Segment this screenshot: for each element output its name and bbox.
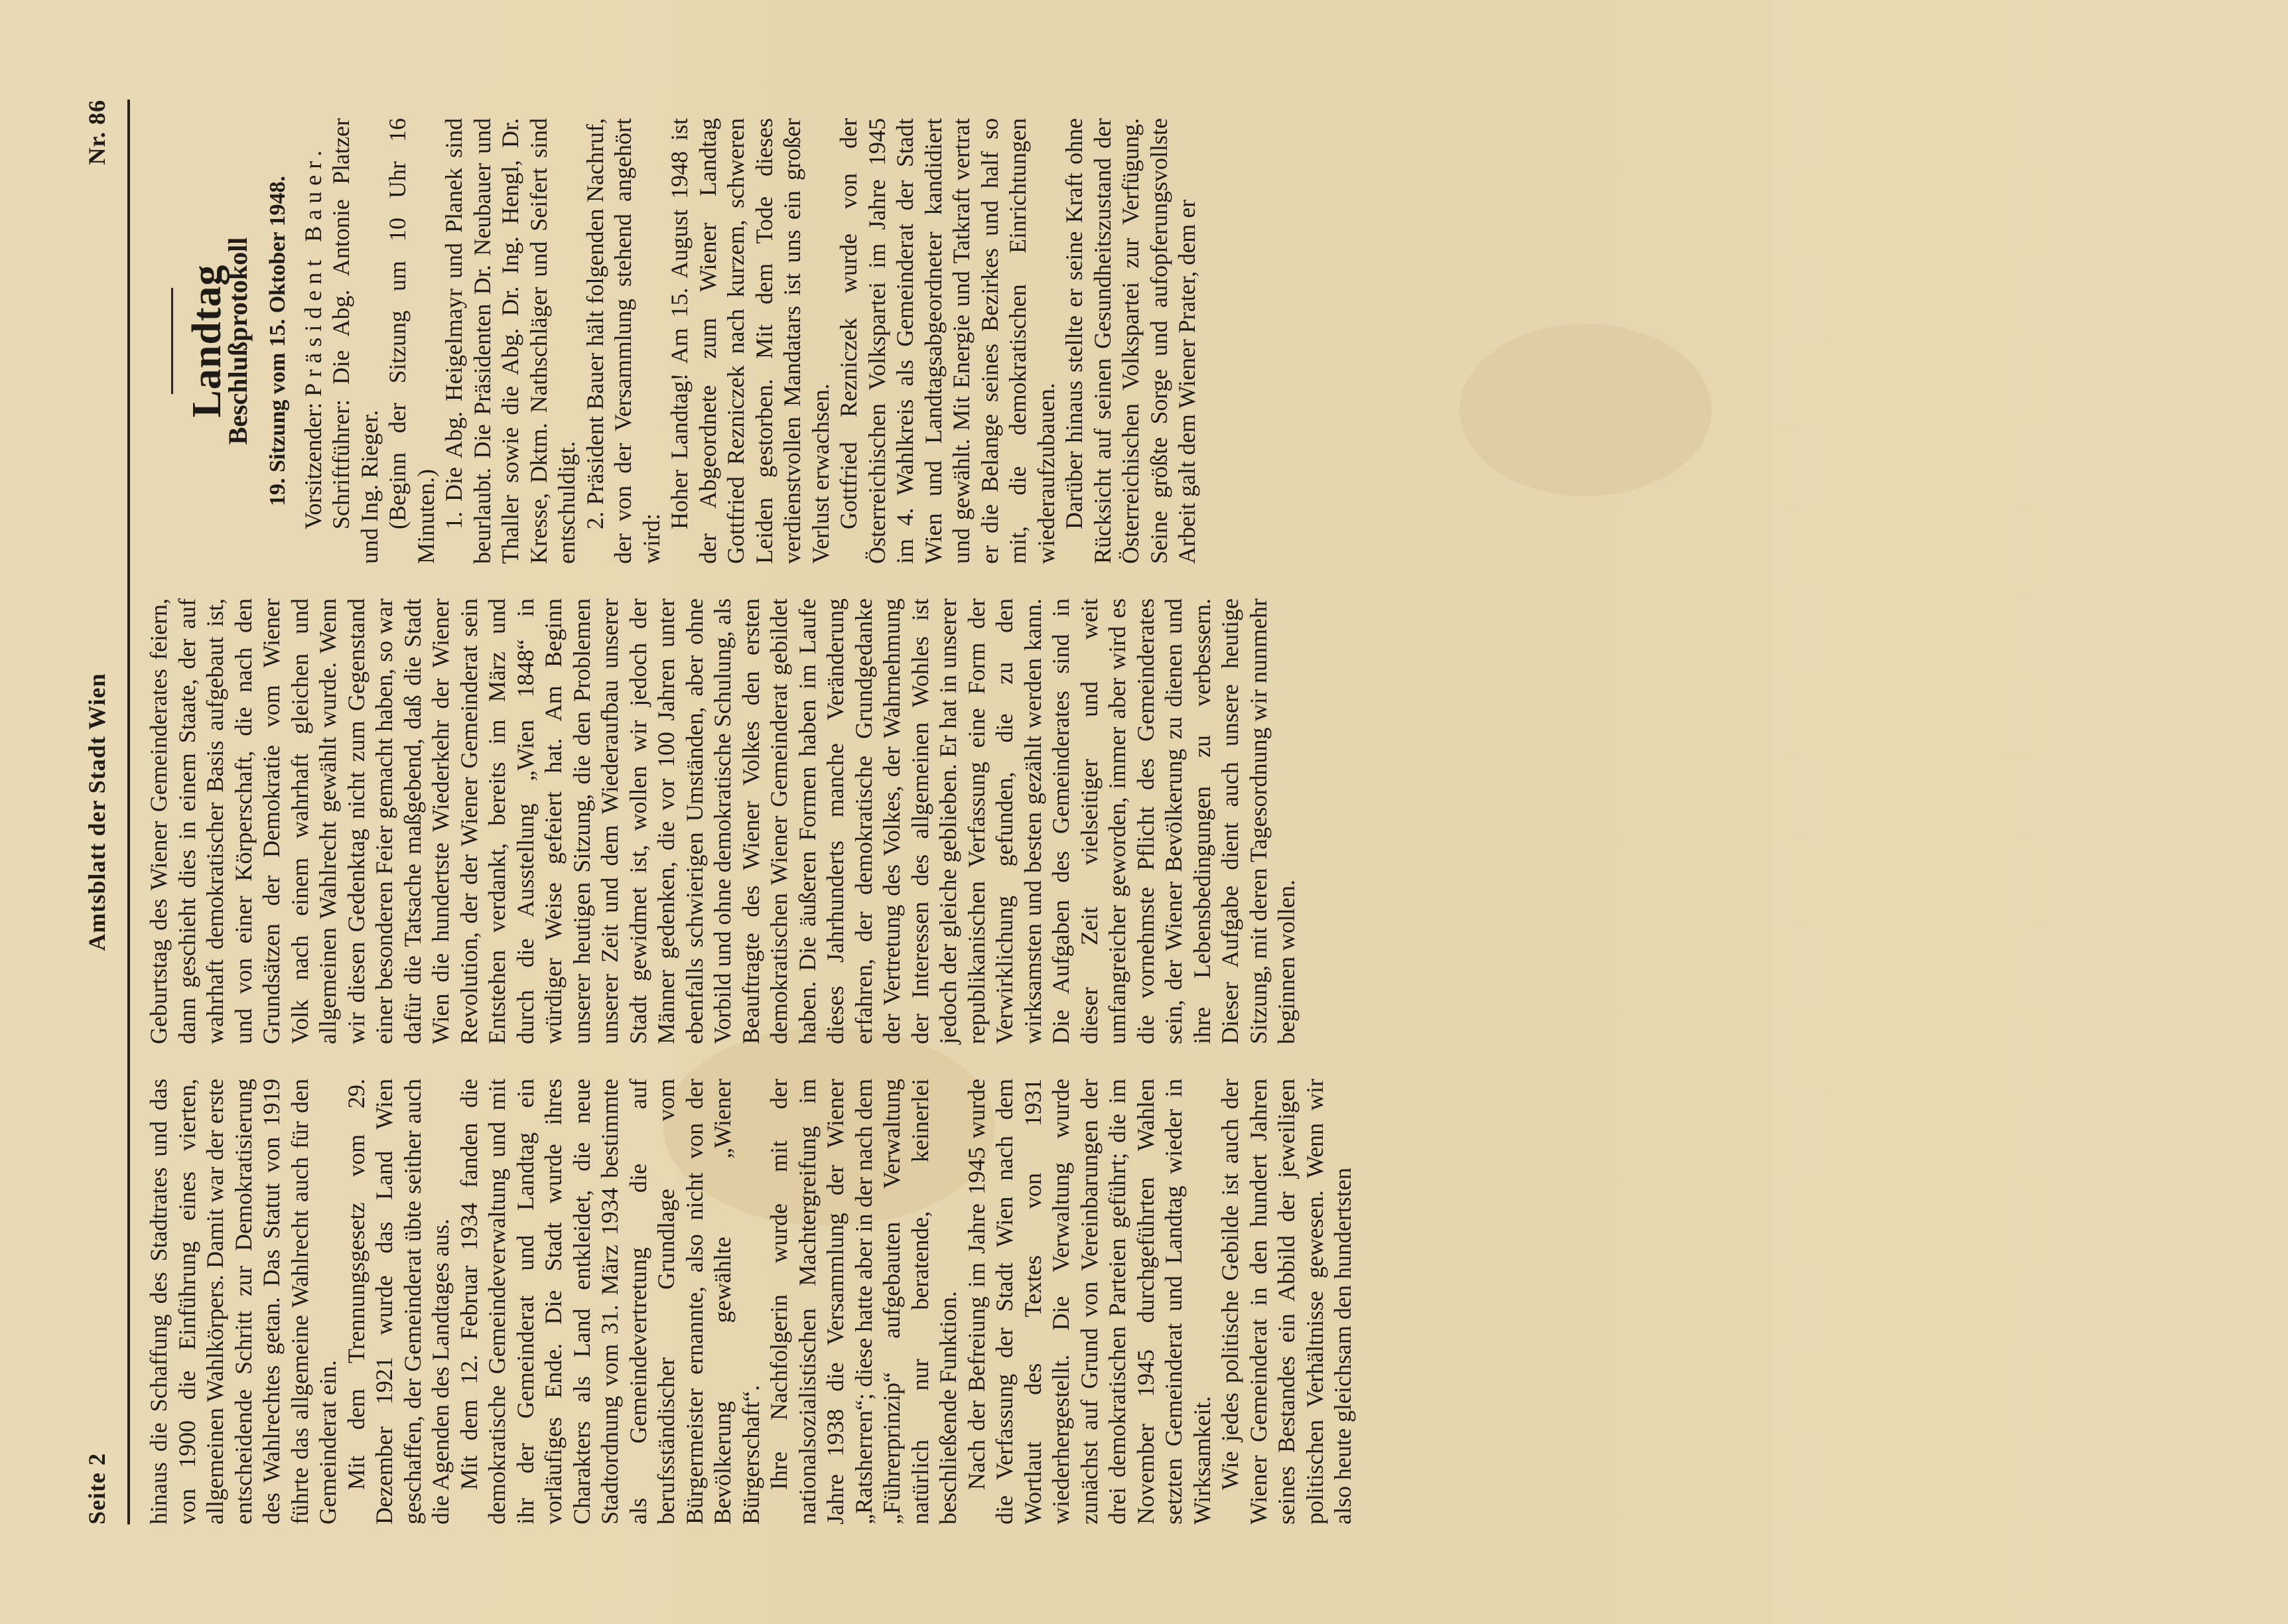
page-number: Seite 2 bbox=[84, 1453, 110, 1524]
item-2-text: Gottfried Rezniczek wurde von der Österreichischen Volkspartei im Jahre 1945 im 4. Wahlkreis als Gemeinderat der Stadt Wien und Landtagsabgeordneter kandidiert und gewählt. Mit Energie und Tatkraft vertrat er die Belange seines Bezirkes und half so mit, die demokratischen Einrichtungen wiederaufzubauen. bbox=[835, 118, 1059, 564]
secretary-text: Die Abg. Antonie Platzer und Ing. Rieger. bbox=[328, 118, 383, 564]
item-1: 1. Die Abg. Heigelmayr und Planek sind beurlaubt. Die Präsidenten Dr. Neubauer und Thaller sowie die Abg. Dr. Ing. Hengl, Dr. Kresse, Dktm. Nathschläger und Seifert sind entschuldigt. bbox=[440, 118, 580, 564]
column-1 bbox=[145, 1079, 1357, 1524]
publication-title: Amtsblatt der Stadt Wien bbox=[84, 673, 110, 951]
paragraph: Geburtstag des Wiener Gemeinderates feiern, dann geschieht dies in einem Staate, der auf wahrhaft demokratischer Basis aufgebaut ist, und von einer Körperschaft, die nach den Grundsätzen der Demokratie vom Wiener Volk nach einem wahrhaft gleichen und allgemeinen Wahlrecht gewählt wurde. Wenn wir diesen Gedenktag nicht zum Gegenstand einer besonderen Feier gemacht haben, so war dafür die Tatsache maßgebend, daß die Stadt Wien die hundertste Wiederkehr der Wiener Revolution, der der Wiener Gemeinderat sein Entstehen verdankt, bereits im März und durch die Ausstellung „Wien 1848“ in würdiger Weise gefeiert hat. Am Beginn unserer heutigen Sitzung, die den Problemen unserer Zeit und dem Wiederaufbau unserer Stadt gewidmet ist, wollen wir jedoch der Männer gedenken, die vor 100 Jahren unter ebenfalls schwierigen Umständen, aber ohne Vorbild und ohne demokratische Schulung, als Beauftragte des Wiener Volkes den ersten demokratischen Wiener Gemeinderat gebildet haben. Die äußeren Formen haben im Laufe dieses Jahrhunderts manche Veränderung erfahren, der demokratische Grundgedanke der Vertretung des Volkes, der Wahrnehmung der Interessen des allgemeinen Wohles ist jedoch der gleiche geblieben. Er hat in unserer republikanischen Verfassung eine Form der Verwirklichung gefunden, die zu den wirksamsten und besten gezählt werden kann. Die Aufgaben des Gemeinderates sind in dieser Zeit vielseitiger und weit umfangreicher geworden, immer aber wird es die vornehmste Pflicht des Gemeinderates sein, der Wiener Bevölkerung zu dienen und ihre Lebensbedingungen zu verbessern. Dieser Aufgabe dient auch unsere heutige Sitzung, mit deren Tagesordnung wir nunmehr beginnen wollen. bbox=[145, 598, 1300, 1044]
secretary-label: Schriftführer: bbox=[328, 399, 354, 529]
header-rule bbox=[127, 100, 130, 1524]
paragraph: Nach der Befreiung im Jahre 1945 wurde die Verfassung der Stadt Wien nach dem Wortlaut des Textes von 1931 wiederhergestellt. Die Verwaltung wurde zunächst auf Grund von Vereinbarungen der drei demokratischen Parteien geführt; die im November 1945 durchgeführten Wahlen setzten Gemeinderat und Landtag wieder in Wirksamkeit. bbox=[963, 1079, 1215, 1524]
item-2-text: Darüber hinaus stellte er seine Kraft ohne Rücksicht auf seinen Gesundheitszustand der Österreichischen Volkspartei zur Verfügung. Seine größte Sorge und aufopferungsvollste Arbeit galt dem Wiener Prater, dem er bbox=[1061, 118, 1200, 564]
column-3 bbox=[145, 118, 1201, 564]
page-header bbox=[83, 100, 129, 1524]
section-subtitle: Beschlußprotokoll bbox=[222, 237, 253, 445]
session-date: 19. Sitzung vom 15. Oktober 1948. bbox=[265, 175, 290, 507]
section-rule bbox=[171, 288, 173, 394]
session-begin: (Beginn der Sitzung um 10 Uhr 16 Minuten.) bbox=[384, 118, 439, 564]
section-title: Landtag bbox=[184, 264, 230, 418]
item-2: 2. Präsident Bauer hält folgenden Nachruf, der von der Versammlung stehend angehört wird: bbox=[581, 118, 665, 564]
paragraph: hinaus die Schaffung des Stadtrates und das von 1900 die Einführung eines vierten, allgemeinen Wahlkörpers. Damit war der erste entscheidende Schritt zur Demokratisierung des Wahlrechtes getan. Das Statut von 1919 führte das allgemeine Wahlrecht auch für den Gemeinderat ein. bbox=[145, 1079, 341, 1524]
chair-label: Vorsitzender: bbox=[299, 402, 326, 529]
paragraph: Wie jedes politische Gebilde ist auch der Wiener Gemeinderat in den hundert Jahren seines Bestandes ein Abbild der jeweiligen politischen Verhältnisse gewesen. Wenn wir also heute gleichsam den hundertsten bbox=[1217, 1079, 1356, 1524]
paragraph: Mit dem Trennungsgesetz vom 29. Dezember 1921 wurde das Land Wien geschaffen, der Gemeinderat übte seither auch die Agenden des Landtages aus. bbox=[342, 1079, 454, 1524]
paragraph: Ihre Nachfolgerin wurde mit der nationalsozialistischen Machtergreifung im Jahre 1938 die Versammlung der Wiener „Ratsherren“; diese hatte aber in der nach dem „Führerprinzip“ aufgebauten Verwaltung natürlich nur beratende, keinerlei beschließende Funktion. bbox=[766, 1079, 961, 1524]
paragraph: Mit dem 12. Februar 1934 fanden die demokratische Gemeindeverwaltung und mit ihr der Gemeinderat und Landtag ein vorläufiges Ende. Die Stadt wurde ihres Charakters als Land entkleidet, die neue Stadtordnung vom 31. März 1934 bestimmte als Gemeindevertretung die auf berufsständischer Grundlage vom Bürgermeister ernannte, also nicht von der Bevölkerung gewählte „Wiener Bürgerschaft“. bbox=[455, 1079, 764, 1524]
item-2-text: Hoher Landtag! Am 15. August 1948 ist der Abgeordnete zum Wiener Landtag Gottfried Rezniczek nach kurzem, schweren Leiden gestorben. Mit dem Tode dieses verdienstvollen Mandatars ist uns ein großer Verlust erwachsen. bbox=[666, 118, 834, 564]
column-2 bbox=[145, 598, 1301, 1044]
chair-name: Präsident Bauer. bbox=[299, 144, 326, 397]
issue-number: Nr. 86 bbox=[84, 100, 110, 165]
